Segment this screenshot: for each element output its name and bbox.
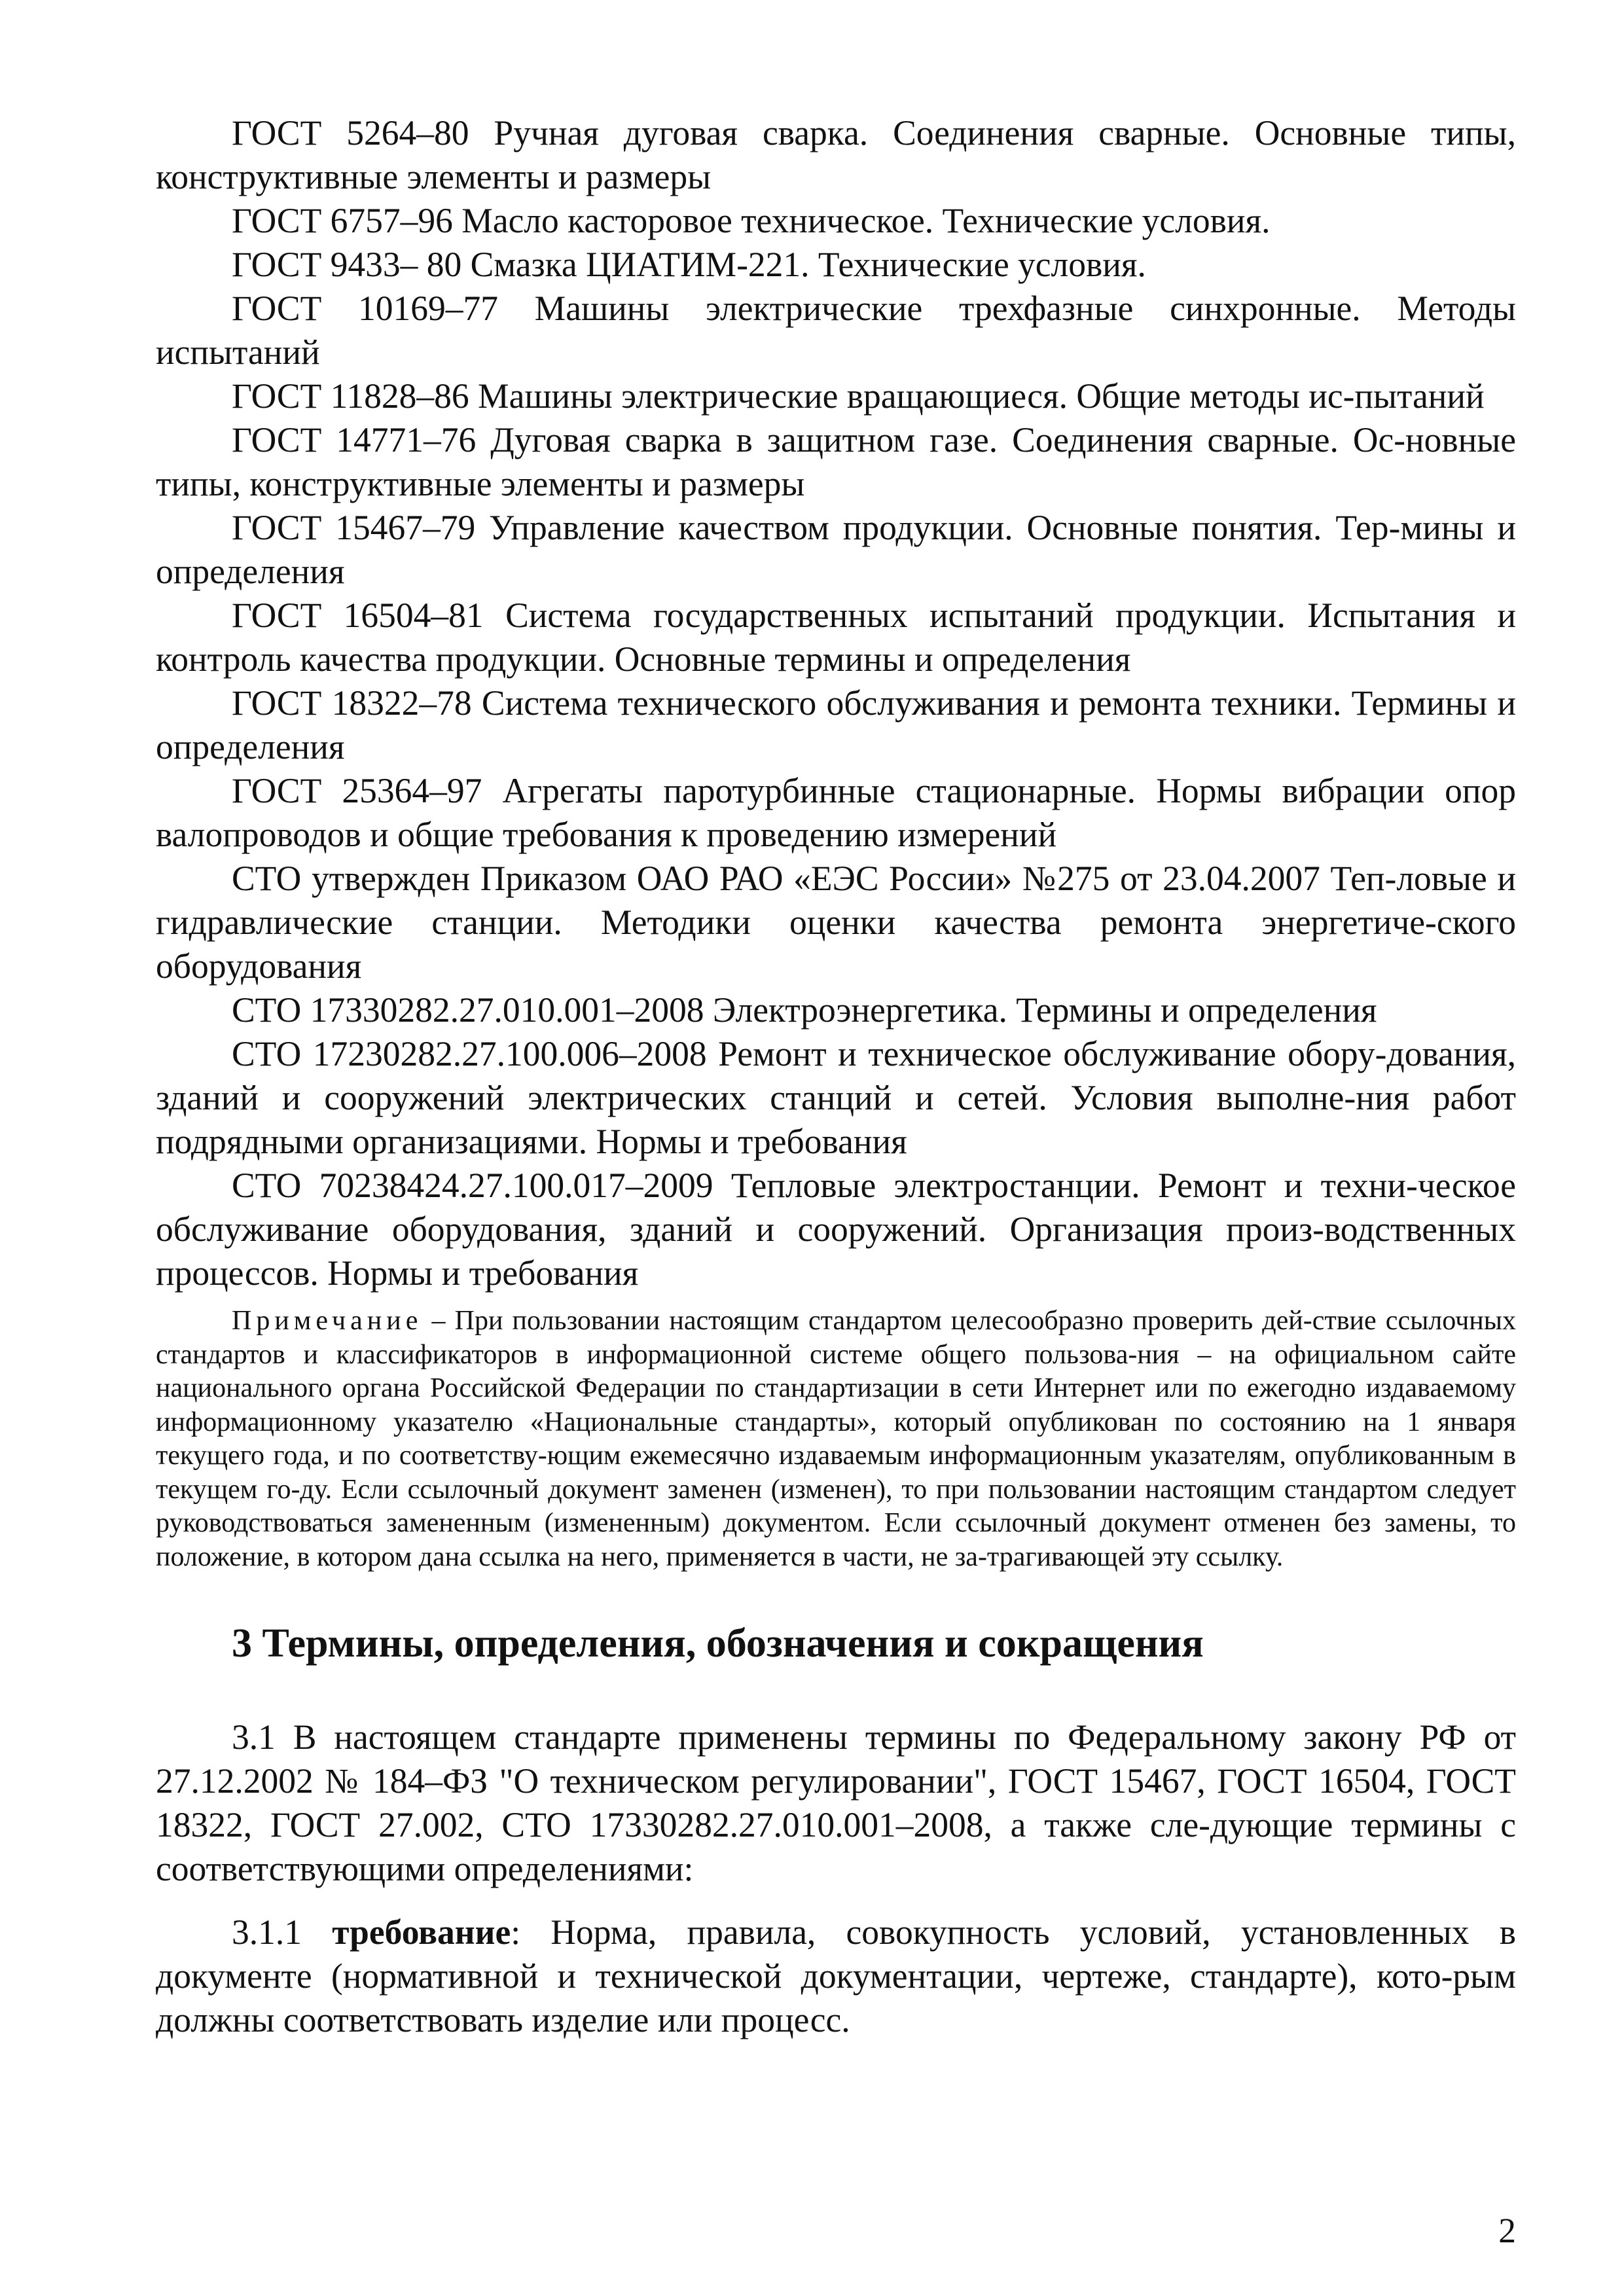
section-heading: 3 Термины, определения, обозначения и сокращения: [232, 1621, 1204, 1666]
reference-item: ГОСТ 9433– 80 Смазка ЦИАТИМ-221. Технические условия.: [232, 245, 1146, 284]
paragraph-3-1: 3.1 В настоящем стандарте применены термины по Федеральному закону РФ от 27.12.2002 № 184–ФЗ "О техническом регулировании", ГОСТ 15467, ГОСТ 16504, ГОСТ 18322, ГОСТ 27.002, СТО 17330282.27.010.001–2008, а также сле-дующие термины с соответствующими определениями:: [156, 1717, 1516, 1888]
clause-number: 3.1.1: [232, 1912, 333, 1952]
document-page: [156, 111, 1516, 2042]
reference-item: ГОСТ 11828–86 Машины электрические вращающиеся. Общие методы ис-пытаний: [232, 376, 1485, 416]
reference-item: СТО 70238424.27.100.017–2009 Тепловые электростанции. Ремонт и техни-ческое обслуживание оборудования, зданий и сооружений. Организация произ-водственных процессов. Нормы и требования: [156, 1166, 1516, 1293]
reference-item: ГОСТ 10169–77 Машины электрические трехфазные синхронные. Методы испытаний: [156, 289, 1516, 372]
term-requirement: требование: [332, 1912, 511, 1952]
reference-item: СТО утвержден Приказом ОАО РАО «ЕЭС России» №275 от 23.04.2007 Теп-ловые и гидравлические станции. Методики оценки качества ремонта энергетиче-ского оборудования: [156, 859, 1516, 986]
reference-item: ГОСТ 25364–97 Агрегаты паротурбинные стационарные. Нормы вибрации опор валопроводов и общие требования к проведению измерений: [156, 771, 1516, 854]
note-text: – При пользовании настоящим стандартом целесообразно проверить дей-ствие ссылочных стандартов и классификаторов в информационной системе общего пользова-ния – на официальном сайте национального органа Российской Федерации по стандартизации в сети Интернет или по ежегодно издаваемому информационному указателю «Национальные стандарты», который опубликован по состоянию на 1 января текущего года, и по соответству-ющим ежемесячно издаваемым информационным указателям, опубликованным в текущем го-ду. Если ссылочный документ заменен (изменен), то при пользовании настоящим стандартом следует руководствоваться замененным (измененным) документом. Если ссылочный документ отменен без замены, то положение, в котором дана ссылка на него, применяется в части, не за-трагивающей эту ссылку.: [156, 1306, 1516, 1572]
reference-item: ГОСТ 16504–81 Система государственных испытаний продукции. Испытания и контроль качества продукции. Основные термины и определения: [156, 596, 1516, 679]
term-definition: : Норма, правила, совокупность условий, установленных в документе (нормативной и технической документации, чертеже, стандарте), кото-рым должны соответствовать изделие или процесс.: [156, 1912, 1516, 2039]
paragraph-3-1-1: [156, 1910, 1516, 2042]
page-number: 2: [1498, 2211, 1516, 2250]
note-label: Примечание: [232, 1306, 423, 1336]
normative-references-list: [156, 111, 1516, 1295]
reference-item: ГОСТ 6757–96 Масло касторовое техническое. Технические условия.: [232, 201, 1271, 240]
reference-item: ГОСТ 15467–79 Управление качеством продукции. Основные понятия. Тер-мины и определения: [156, 508, 1516, 591]
references-note: [156, 1304, 1516, 1574]
reference-item: СТО 17230282.27.100.006–2008 Ремонт и техническое обслуживание обору-дования, зданий и сооружений электрических станций и сетей. Условия выполне-ния работ подрядными организациями. Нормы и требования: [156, 1034, 1516, 1161]
reference-item: ГОСТ 5264–80 Ручная дуговая сварка. Соединения сварные. Основные типы, конструктивные элементы и размеры: [156, 113, 1516, 196]
reference-item: ГОСТ 18322–78 Система технического обслуживания и ремонта техники. Термины и определения: [156, 683, 1516, 766]
reference-item: ГОСТ 14771–76 Дуговая сварка в защитном газе. Соединения сварные. Ос-новные типы, конструктивные элементы и размеры: [156, 420, 1516, 503]
reference-item: СТО 17330282.27.010.001–2008 Электроэнергетика. Термины и определения: [232, 990, 1377, 1030]
